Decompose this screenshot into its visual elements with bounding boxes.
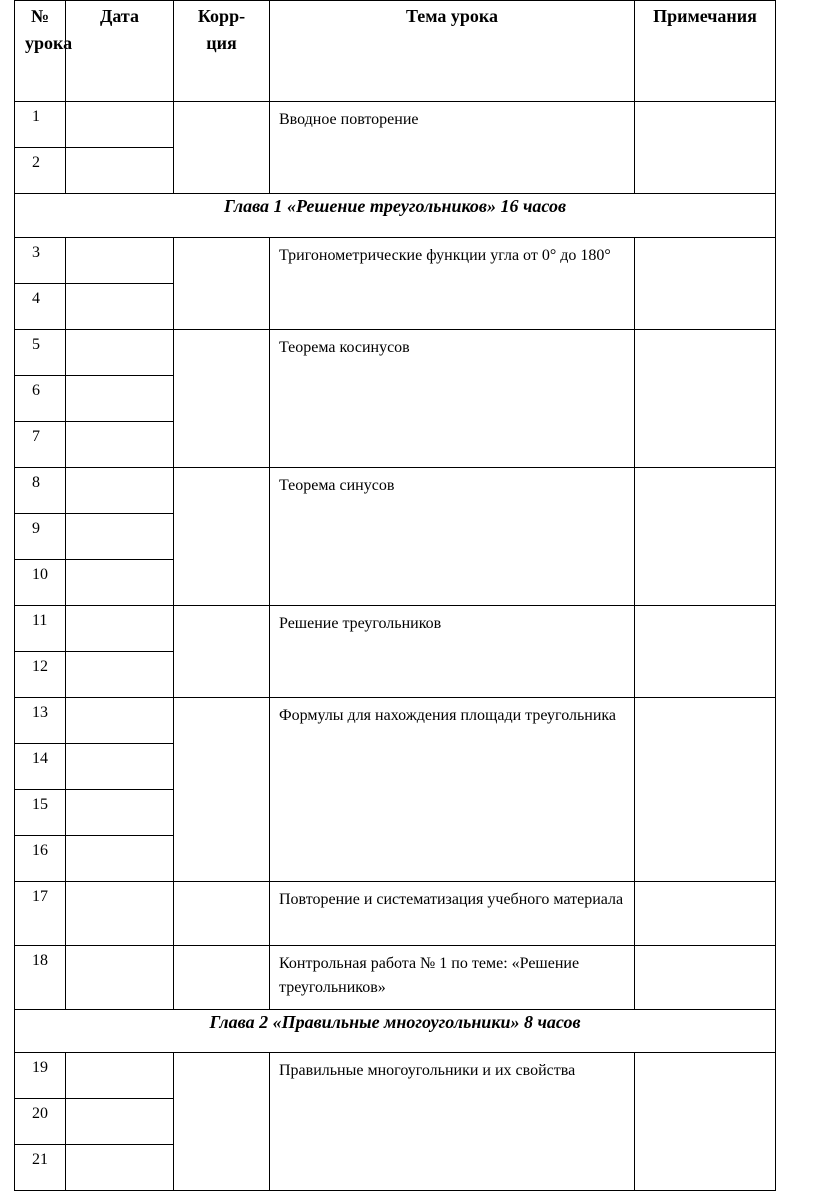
date-cell: [66, 1053, 174, 1099]
header-notes: Примечания: [635, 1, 776, 102]
chapter-title: Глава 2 «Правильные многоугольники» 8 часов: [15, 1010, 776, 1053]
lesson-number: 6: [15, 376, 66, 422]
date-cell: [66, 330, 174, 376]
lesson-number: 11: [15, 606, 66, 652]
topic-cell: Теорема косинусов: [270, 330, 635, 468]
corr-cell: [174, 330, 270, 468]
notes-cell: [635, 238, 776, 330]
notes-cell: [635, 946, 776, 1010]
lesson-number: 12: [15, 652, 66, 698]
notes-cell: [635, 102, 776, 194]
date-cell: [66, 1099, 174, 1145]
lesson-plan-table: [14, 0, 776, 1191]
date-cell: [66, 422, 174, 468]
corr-cell: [174, 468, 270, 606]
corr-cell: [174, 698, 270, 882]
header-row: [15, 1, 776, 102]
header-topic: Тема урока: [270, 1, 635, 102]
table-row: [15, 698, 776, 744]
chapter-row: [15, 1010, 776, 1053]
lesson-number: 19: [15, 1053, 66, 1099]
lesson-number: 21: [15, 1145, 66, 1191]
notes-cell: [635, 698, 776, 882]
date-cell: [66, 102, 174, 148]
topic-cell: Вводное повторение: [270, 102, 635, 194]
lesson-number: 4: [15, 284, 66, 330]
notes-cell: [635, 882, 776, 946]
notes-cell: [635, 468, 776, 606]
date-cell: [66, 560, 174, 606]
lesson-number: 10: [15, 560, 66, 606]
corr-cell: [174, 1053, 270, 1191]
topic-cell: Повторение и систематизация учебного материала: [270, 882, 635, 946]
date-cell: [66, 376, 174, 422]
topic-cell: Решение треугольников: [270, 606, 635, 698]
table-row: [15, 1053, 776, 1099]
date-cell: [66, 468, 174, 514]
date-cell: [66, 606, 174, 652]
topic-cell: Контрольная работа № 1 по теме: «Решение треугольников»: [270, 946, 635, 1010]
corr-cell: [174, 606, 270, 698]
corr-cell: [174, 102, 270, 194]
date-cell: [66, 698, 174, 744]
chapter-row: [15, 194, 776, 238]
chapter-title: Глава 1 «Решение треугольников» 16 часов: [15, 194, 776, 238]
lesson-number: 7: [15, 422, 66, 468]
header-num: № урока: [15, 1, 66, 102]
lesson-number: 2: [15, 148, 66, 194]
lesson-number: 15: [15, 790, 66, 836]
lesson-number: 17: [15, 882, 66, 946]
lesson-number: 14: [15, 744, 66, 790]
header-date: Дата: [66, 1, 174, 102]
corr-cell: [174, 882, 270, 946]
notes-cell: [635, 330, 776, 468]
lesson-number: 9: [15, 514, 66, 560]
lesson-number: 20: [15, 1099, 66, 1145]
date-cell: [66, 790, 174, 836]
topic-cell: Тригонометрические функции угла от 0° до 180°: [270, 238, 635, 330]
table-row: [15, 102, 776, 148]
lesson-number: 5: [15, 330, 66, 376]
lesson-number: 16: [15, 836, 66, 882]
table-row: [15, 606, 776, 652]
lesson-number: 18: [15, 946, 66, 1010]
date-cell: [66, 284, 174, 330]
notes-cell: [635, 1053, 776, 1191]
date-cell: [66, 238, 174, 284]
table-row: [15, 238, 776, 284]
lesson-number: 13: [15, 698, 66, 744]
table-row: [15, 946, 776, 1010]
header-corr: Корр-ция: [174, 1, 270, 102]
date-cell: [66, 882, 174, 946]
date-cell: [66, 836, 174, 882]
lesson-number: 3: [15, 238, 66, 284]
topic-cell: Правильные многоугольники и их свойства: [270, 1053, 635, 1191]
date-cell: [66, 652, 174, 698]
notes-cell: [635, 606, 776, 698]
lesson-number: 1: [15, 102, 66, 148]
corr-cell: [174, 238, 270, 330]
date-cell: [66, 148, 174, 194]
table-row: [15, 882, 776, 946]
corr-cell: [174, 946, 270, 1010]
topic-cell: Формулы для нахождения площади треугольника: [270, 698, 635, 882]
date-cell: [66, 946, 174, 1010]
date-cell: [66, 744, 174, 790]
topic-cell: Теорема синусов: [270, 468, 635, 606]
lesson-number: 8: [15, 468, 66, 514]
date-cell: [66, 514, 174, 560]
table-row: [15, 330, 776, 376]
date-cell: [66, 1145, 174, 1191]
table-row: [15, 468, 776, 514]
